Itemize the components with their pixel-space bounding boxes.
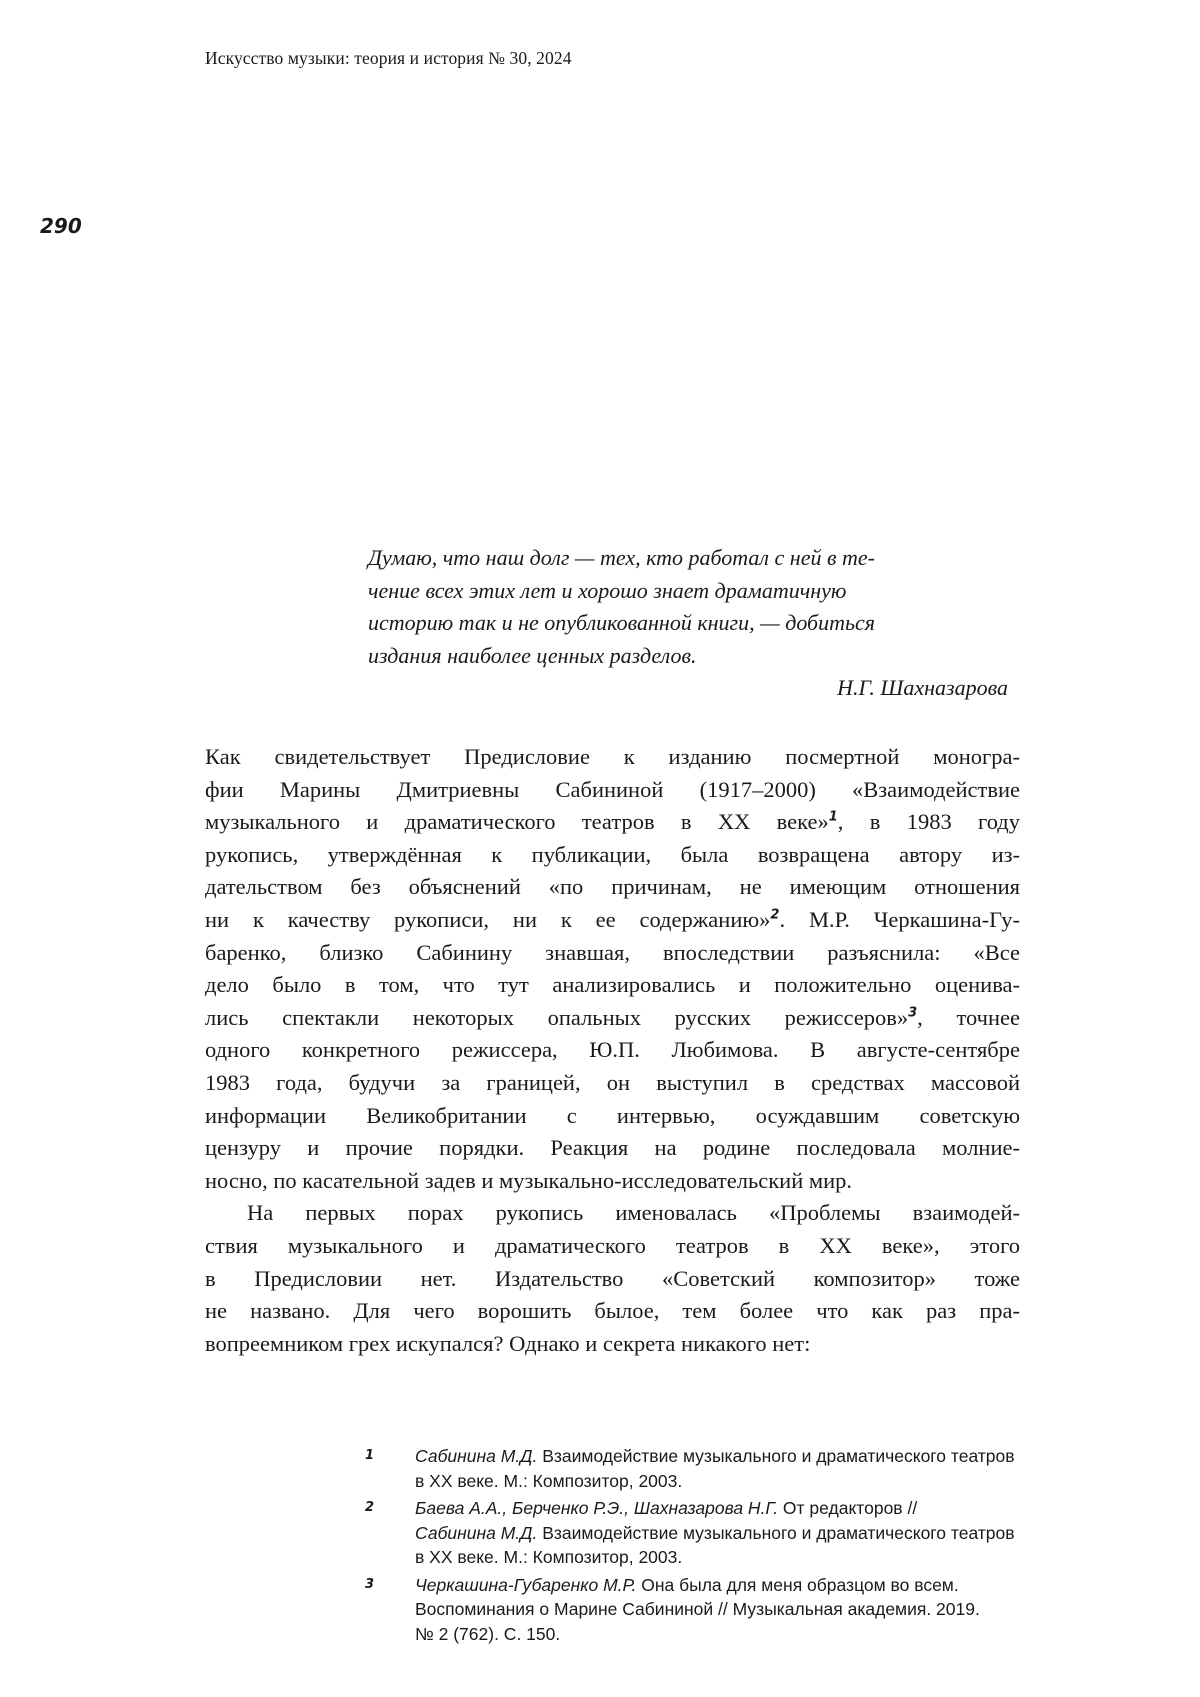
footnote-line: Воспоминания о Марине Сабининой // Музыкальная академия. 2019. xyxy=(415,1599,980,1619)
footnote-line xyxy=(415,1573,1145,1598)
footnote-line xyxy=(415,1444,1145,1469)
text-line: ствия музыкального и драматического театров в XX веке», этого xyxy=(205,1232,1020,1258)
text-line xyxy=(205,806,1020,839)
text-segment: музыкального и драматического театров в XX веке» xyxy=(205,809,829,835)
text-line: Как свидетельствует Предисловие к изданию посмертной моногра- xyxy=(205,744,1020,769)
footnote-author: Сабинина М.Д. xyxy=(415,1522,538,1543)
text-line: дело было в том, что тут анализировались и положительно оценива- xyxy=(205,972,1020,998)
text-line: 1983 года, будучи за границей, он выступил в средствах массовой xyxy=(205,1069,1020,1095)
text-line: не названо. Для чего ворошить былое, тем более что как раз пра- xyxy=(205,1298,1020,1324)
footnote-2 xyxy=(365,1496,1145,1570)
footnote-ref-1[interactable]: 1 xyxy=(828,809,838,825)
footnote-text: Взаимодействие музыкального и драматического театров xyxy=(537,1522,1015,1543)
footnote-author: Баева А.А., Берченко Р.Э., Шахназарова Н.Г. xyxy=(415,1498,779,1518)
footnote-line xyxy=(415,1521,1145,1546)
text-line: На первых порах рукопись именовалась «Проблемы взаимодей- xyxy=(247,1200,1020,1226)
running-head: Искусство музыки: теория и история № 30, 2024 xyxy=(205,48,572,68)
epigraph-line: чение всех этих лет и хорошо знает драматичную xyxy=(368,577,847,603)
text-segment: , точнее xyxy=(917,1004,1020,1030)
footnote-author: Черкашина-Губаренко М.Р. xyxy=(415,1574,637,1595)
paragraph xyxy=(205,741,1020,1197)
footnotes xyxy=(365,1444,1145,1649)
text-line: рукопись, утверждённая к публикации, была возвращена автору из- xyxy=(205,841,1020,867)
paragraph xyxy=(205,1197,1020,1360)
text-line: в Предисловии нет. Издательство «Советский композитор» тоже xyxy=(205,1265,1020,1291)
footnote-author: Сабинина М.Д. xyxy=(415,1446,538,1466)
text-line: информации Великобритании с интервью, осуждавшим советскую xyxy=(205,1102,1020,1128)
text-segment: ни к качеству рукописи, ни к ее содержанию» xyxy=(205,906,771,932)
article-body xyxy=(205,741,1020,1360)
footnote-number: 2 xyxy=(365,1500,375,1515)
footnote-number: 3 xyxy=(365,1576,375,1592)
footnote-line xyxy=(415,1496,1145,1521)
text-line: дательством без объяснений «по причинам, не имеющим отношения xyxy=(205,874,1020,900)
text-line: носно, по касательной задев и музыкально-исследовательский мир. xyxy=(205,1167,853,1193)
text-line: вопреемником грех искупался? Однако и секрета никакого нет: xyxy=(205,1330,811,1356)
text-line: фии Марины Дмитриевны Сабининой (1917–2000) «Взаимодействие xyxy=(205,776,1020,802)
text-segment: , в 1983 году xyxy=(837,809,1020,835)
footnote-line: в XX веке. М.: Композитор, 2003. xyxy=(415,1470,683,1491)
text-line: цензуру и прочие порядки. Реакция на родине последовала молние- xyxy=(205,1135,1020,1161)
epigraph-author: Н.Г. Шахназарова xyxy=(837,675,1008,700)
footnote-number: 1 xyxy=(365,1448,375,1463)
footnote-line: № 2 (762). С. 150. xyxy=(415,1623,561,1644)
text-line xyxy=(205,904,1020,937)
epigraph-line: Думаю, что наш долг — тех, кто работал с ней в те- xyxy=(368,545,875,570)
text-line: одного конкретного режиссера, Ю.П. Любимова. В августе-сентябре xyxy=(205,1037,1020,1063)
footnote-text: Взаимодействие музыкального и драматического театров xyxy=(537,1446,1015,1466)
footnote-text: Она была для меня образцом во всем. xyxy=(636,1574,959,1595)
page-number: 290 xyxy=(40,214,82,238)
footnote-text: От редакторов // xyxy=(778,1498,918,1518)
text-line xyxy=(205,1002,1020,1035)
footnote-line: в XX веке. М.: Композитор, 2003. xyxy=(415,1547,683,1567)
text-segment: лись спектакли некоторых опальных русских режиссеров» xyxy=(205,1004,909,1030)
text-line: баренко, близко Сабинину знавшая, впоследствии разъяснила: «Все xyxy=(205,939,1020,965)
epigraph xyxy=(368,542,1008,705)
footnote-3 xyxy=(365,1573,1145,1647)
epigraph-line: историю так и не опубликованной книги, — добиться xyxy=(368,610,875,635)
footnote-ref-2[interactable]: 2 xyxy=(770,907,780,923)
epigraph-line: издания наиболее ценных разделов. xyxy=(368,642,697,668)
footnote-ref-3[interactable]: 3 xyxy=(908,1005,918,1021)
footnote-1 xyxy=(365,1444,1145,1493)
text-segment: . М.Р. Черкашина-Гу- xyxy=(779,906,1020,932)
